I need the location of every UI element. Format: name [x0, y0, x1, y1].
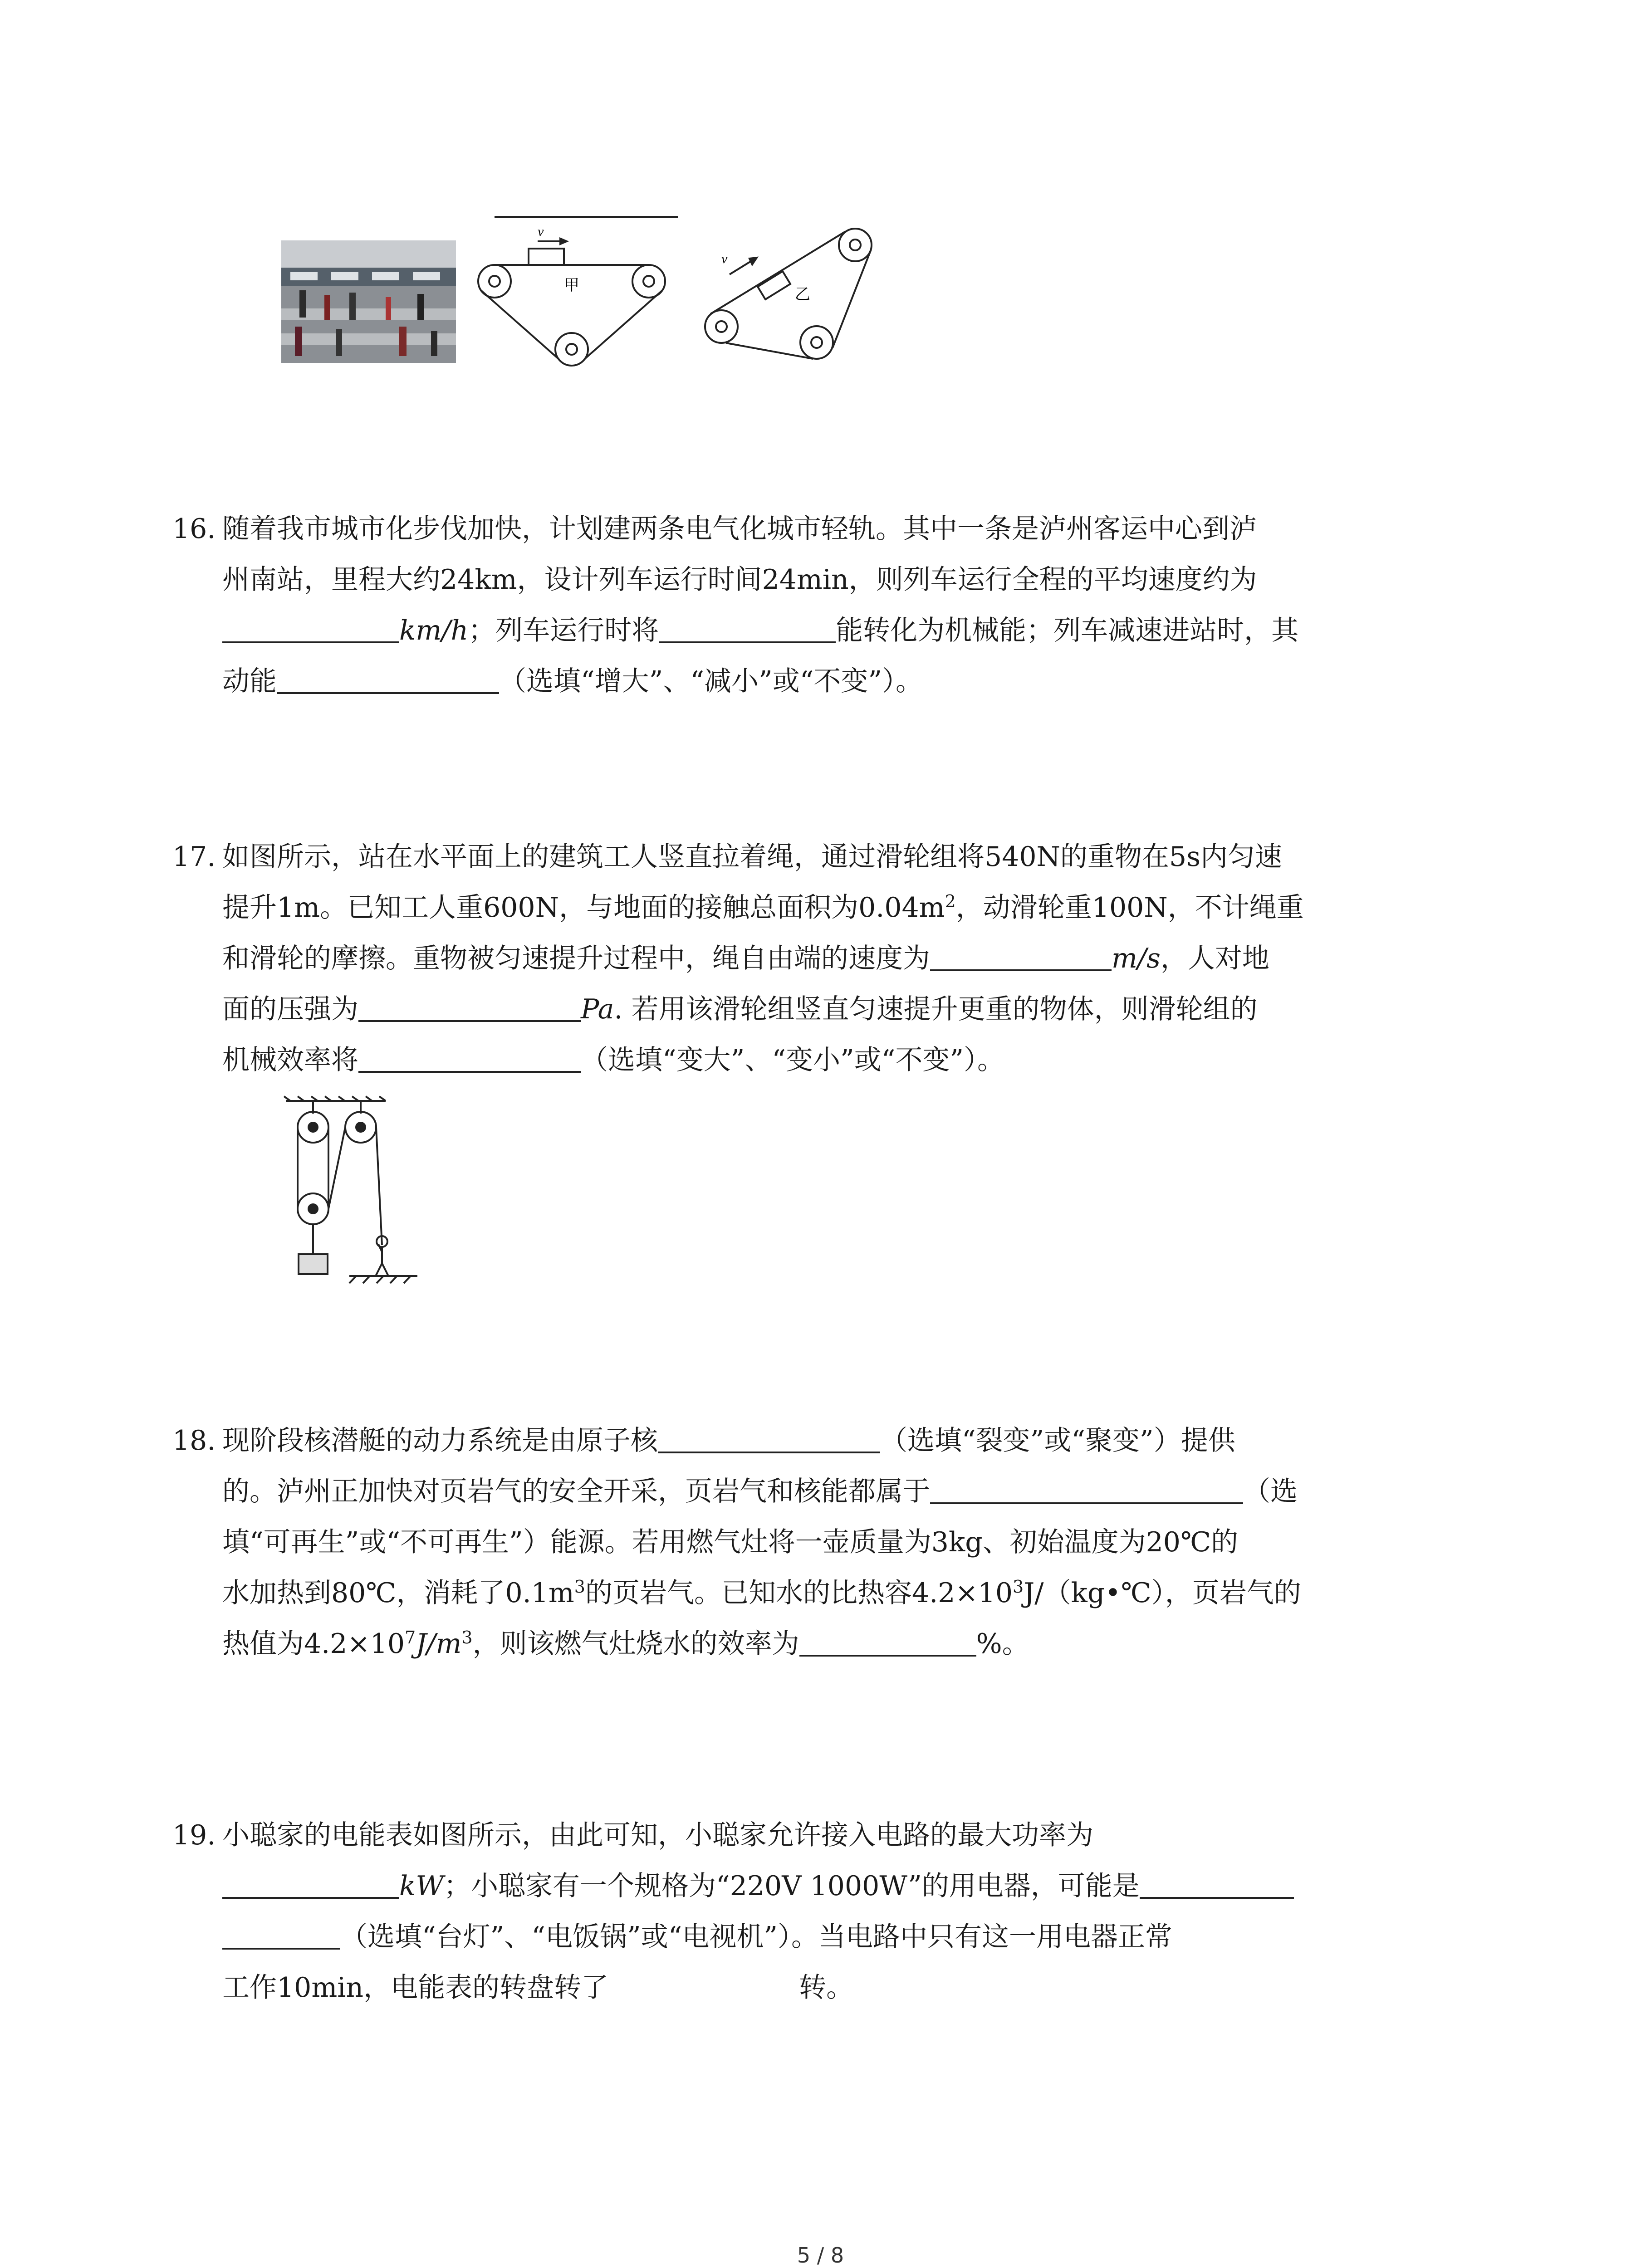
q19-line-4	[222, 1962, 1456, 2013]
question-number: 17.	[172, 841, 216, 873]
answer-blank[interactable]	[930, 938, 1112, 971]
q17-text: . 若用该滑轮组竖直匀速提升更重的物体，则滑轮组的	[614, 993, 1258, 1025]
answer-blank[interactable]	[222, 1865, 399, 1899]
q17-line-3	[222, 933, 1456, 984]
superscript: 3	[1013, 1577, 1024, 1597]
q19-line-1	[222, 1810, 1456, 1861]
q17-line-5	[222, 1035, 1456, 1085]
q18-text: %。	[976, 1628, 1029, 1660]
q19-text: ；小聪家有一个规格为“220V 1000W”的用电器，可能是	[444, 1870, 1140, 1902]
q18-line-3	[222, 1517, 1456, 1568]
q19-text: 工作10min，电能表的转盘转了	[222, 1972, 609, 2004]
q18-text: 的页岩气。已知水的比热容4.2×10	[585, 1577, 1013, 1609]
superscript: 3	[574, 1577, 585, 1597]
q18-text: 填“可再生”或“不可再生”）能源。若用燃气灶将一壶质量为3kg、初始温度为20℃的	[222, 1526, 1239, 1558]
answer-blank[interactable]	[1140, 1865, 1294, 1899]
station-photo	[281, 240, 456, 363]
answer-blank[interactable]	[222, 610, 399, 643]
question-number: 18.	[172, 1425, 216, 1457]
q16-text: ；列车运行时将	[468, 615, 659, 646]
belt-yi-label: 乙	[795, 285, 810, 303]
answer-blank[interactable]	[222, 1916, 340, 1950]
q16-line-2	[222, 554, 1456, 605]
question-number: 16.	[172, 513, 216, 545]
answer-space[interactable]	[608, 1965, 799, 1997]
superscript: 7	[405, 1628, 416, 1647]
q18-text: 的。泸州正加快对页岩气的安全开采，页岩气和核能都属于	[222, 1476, 930, 1507]
question-16	[172, 503, 1456, 707]
q18-text: ，则该燃气灶烧水的效率为	[472, 1628, 799, 1660]
q17-text: 机械效率将	[222, 1044, 358, 1076]
q18-text: J/（kg•℃），页岩气的	[1024, 1577, 1301, 1609]
page-number: 5 / 8	[797, 2243, 844, 2268]
velocity-label-yi: v	[721, 251, 728, 266]
q19-line-3	[222, 1911, 1456, 1962]
answer-blank[interactable]	[658, 1420, 880, 1453]
q17-text: 如图所示，站在水平面上的建筑工人竖直拉着绳，通过滑轮组将540N的重物在5s内匀速	[222, 841, 1282, 873]
question-18	[172, 1415, 1456, 1669]
q17-text: ，动滑轮重100N，不计绳重	[955, 892, 1304, 924]
question-19	[172, 1810, 1456, 2013]
q18-text: 热值为4.2×10	[222, 1628, 405, 1660]
q18-text: 水加热到80℃，消耗了0.1m	[222, 1577, 574, 1609]
q16-line-4	[222, 656, 1456, 707]
q17-text: 和滑轮的摩擦。重物被匀速提升过程中，绳自由端的速度为	[222, 943, 930, 974]
q19-text: 小聪家的电能表如图所示，由此可知，小聪家允许接入电路的最大功率为	[222, 1819, 1093, 1851]
unit-text: kW	[399, 1870, 444, 1902]
unit-text: Pa	[581, 993, 614, 1025]
q17-text: ，人对地	[1160, 943, 1269, 974]
answer-blank[interactable]	[277, 660, 499, 694]
belt-jia-label: 甲	[564, 276, 579, 294]
q18-text: 现阶段核潜艇的动力系统是由原子核	[222, 1425, 658, 1457]
superscript: 2	[945, 891, 956, 911]
q19-line-2	[222, 1861, 1456, 1911]
q18-line-2	[222, 1466, 1456, 1517]
conveyor-belt-yi-diagram	[694, 218, 885, 367]
answer-blank[interactable]	[799, 1623, 976, 1657]
q16-text: 随着我市城市化步伐加快，计划建两条电气化城市轻轨。其中一条是泸州客运中心到泸	[222, 513, 1257, 545]
q18-text: （选	[1243, 1476, 1298, 1507]
q17-text: 提升1m。已知工人重600N，与地面的接触总面积为0.04m	[222, 892, 945, 924]
q18-line-5	[222, 1618, 1456, 1669]
question-number: 19.	[172, 1819, 216, 1851]
q17-text: （选填“变大”、“变小”或“不变”）。	[581, 1044, 1005, 1076]
unit-text: J/m	[416, 1628, 462, 1660]
velocity-label-jia: v	[538, 224, 544, 239]
superscript: 3	[461, 1628, 473, 1647]
unit-text: m/s	[1112, 943, 1161, 974]
q16-line-1	[222, 503, 1456, 554]
q19-text: （选填“台灯”、“电饭锅”或“电视机”）。当电路中只有这一用电器正常	[340, 1921, 1173, 1953]
q17-line-4	[222, 984, 1456, 1035]
q17-text: 面的压强为	[222, 993, 358, 1025]
conveyor-belt-jia-diagram	[470, 213, 678, 367]
q19-text: 转。	[799, 1972, 854, 2004]
q16-line-3	[222, 605, 1456, 656]
answer-blank[interactable]	[930, 1471, 1243, 1504]
q18-text: （选填“裂变”或“聚变”）提供	[880, 1425, 1235, 1457]
q17-line-1	[222, 831, 1456, 882]
question-17	[172, 831, 1456, 1085]
unit-text: km/h	[399, 615, 469, 646]
q16-text: （选填“增大”、“减小”或“不变”）。	[499, 665, 923, 697]
answer-blank[interactable]	[358, 988, 581, 1022]
q16-text: 动能	[222, 665, 277, 697]
pulley-system-diagram	[281, 1095, 454, 1290]
q16-text: 州南站，里程大约24km，设计列车运行时间24min，则列车运行全程的平均速度约为	[222, 564, 1257, 596]
q18-line-1	[222, 1415, 1456, 1466]
answer-blank[interactable]	[659, 610, 836, 643]
q17-line-2	[222, 882, 1456, 933]
answer-blank[interactable]	[358, 1039, 581, 1073]
q18-line-4	[222, 1568, 1456, 1618]
q16-text: 能转化为机械能；列车减速进站时，其	[836, 615, 1299, 646]
